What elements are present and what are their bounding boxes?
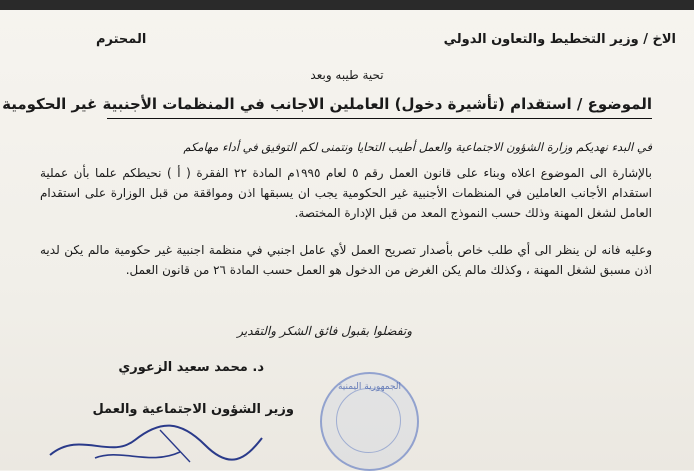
closing-line: وتفضلوا بقبول فائق الشكر والتقدير xyxy=(237,324,412,338)
addressee-line: الاخ / وزير التخطيط والتعاون الدولي xyxy=(443,32,676,47)
signatory-title: وزير الشؤون الاجتماعية والعمل xyxy=(92,402,294,417)
subject-line: الموضوع / استقدام (تأشيرة دخول) العاملين الاجانب في المنظمات الأجنبية غير الحكومية xyxy=(2,95,652,113)
intro-line: في البدء نهديكم وزارة الشؤون الاجتماعية والعمل أطيب التحايا ونتمنى لكم التوفيق في أداء مهامكم xyxy=(183,140,652,154)
body-paragraph-2: وعليه فانه لن ينظر الى أي طلب خاص بأصدار تصريح العمل لأي عامل اجنبي في منظمة اجنبية غير حكومية مالم يكن لديه اذن مسبق لشغل المهنة ، وكذلك مالم يكن الغرض من الدخول هو العمل حسب المادة ٢٦ من قانون العمل. xyxy=(40,243,652,277)
stamp-text: الجمهورية اليمنية xyxy=(337,382,401,392)
signatory-name: د. محمد سعيد الزعوري xyxy=(118,360,264,375)
stamp-inner-ring xyxy=(336,388,401,453)
handwritten-signature xyxy=(40,400,270,470)
body-paragraph-1: بالإشارة الى الموضوع اعلاه وبناء على قانون العمل رقم ٥ لعام ١٩٩٥م المادة ٢٢ الفقرة ( أ ) نحيطكم علما بأن عملية استقدام الأجانب العاملين في المنظمات الأجنبية غير الحكومية يجب ان يسبقها اذن ومواققة من قبل الوزارة على استقدام العامل لشغل المهنة وذلك حسب النموذج المعد من قبل الإدارة المختصة. xyxy=(40,166,653,220)
honorific: المحترم xyxy=(96,32,147,47)
subject-underline xyxy=(107,118,652,119)
top-scan-border xyxy=(0,0,694,10)
official-stamp xyxy=(320,372,419,471)
greeting: تحية طيبه وبعد xyxy=(310,68,384,82)
